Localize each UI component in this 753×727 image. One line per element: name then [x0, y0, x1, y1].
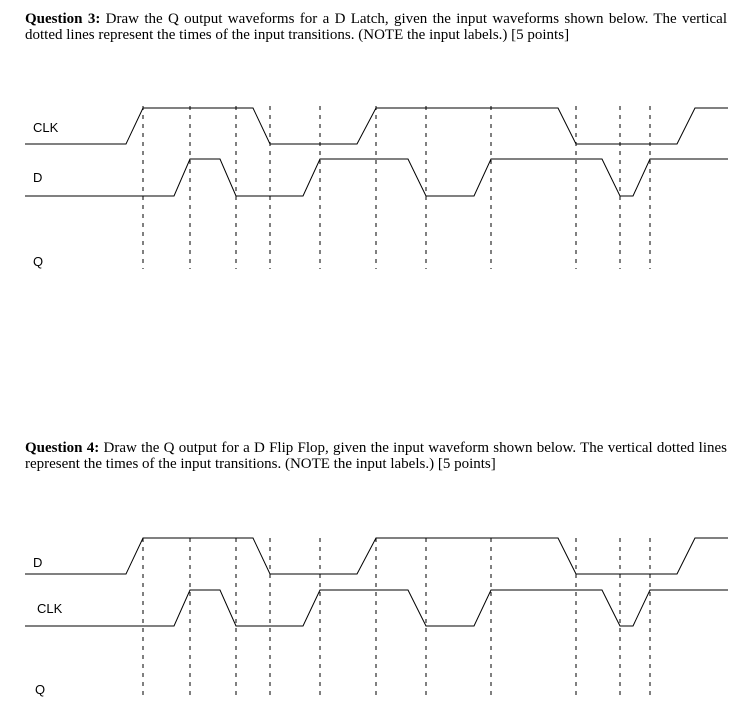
question-4-heading: Question 4:	[25, 440, 100, 456]
signal-label-3: Q	[33, 254, 44, 269]
question-4-body: Draw the Q output for a D Flip Flop, given the input waveform shown below. The vertical dotted lines represent the times of the input transitions. (NOTE the input labels.) [5 points]	[25, 440, 727, 472]
question-3-heading: Question 3:	[25, 11, 101, 27]
question-3	[25, 11, 727, 43]
signal-label-1: CLK	[33, 120, 59, 135]
question-4	[25, 440, 727, 472]
signal-label-1: D	[33, 555, 43, 570]
d-latch-timing-diagram	[0, 92, 753, 272]
signal-label-2: CLK	[37, 601, 63, 616]
guide-lines	[143, 106, 650, 269]
guide-lines	[143, 538, 650, 700]
question-3-body: Draw the Q output waveforms for a D Latch, given the input waveforms shown below. The vertical dotted lines represent the times of the input transitions. (NOTE the input labels.) [5 points]	[25, 11, 727, 43]
signal-label-2: D	[33, 170, 43, 185]
d-flip-flop-timing-diagram	[0, 522, 753, 702]
signal-label-3: Q	[35, 682, 46, 697]
